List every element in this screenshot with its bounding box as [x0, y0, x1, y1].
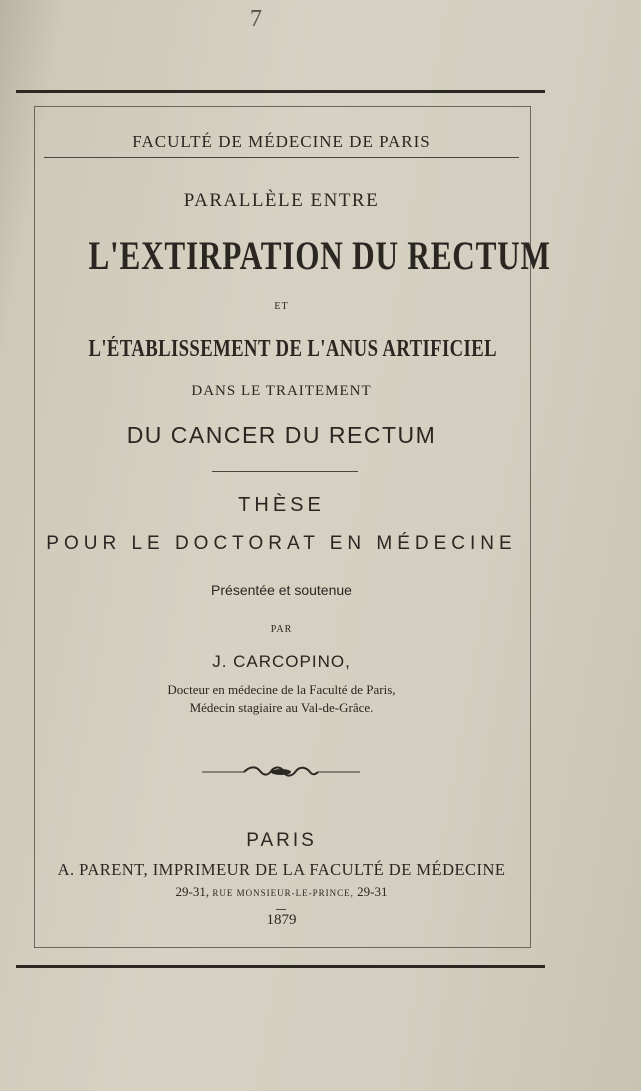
top-rule	[44, 157, 519, 158]
author-name: J. CARCOPINO,	[212, 652, 351, 671]
author-credential-1: Docteur en médecine de la Faculté de Paris,	[167, 682, 396, 697]
ornament-divider	[202, 765, 360, 779]
address-number-1: 29-31,	[175, 884, 210, 899]
faculty-heading: FACULTÉ DE MÉDECINE DE PARIS	[132, 132, 431, 151]
author-credential-2: Médecin stagiaire au Val-de-Grâce.	[189, 700, 374, 715]
address-street: RUE MONSIEUR-LE-PRINCE,	[212, 888, 354, 898]
year: 1879	[266, 912, 297, 928]
title-main: L'EXTIRPATION DU RECTUM	[88, 233, 551, 278]
title-second: L'ÉTABLISSEMENT DE L'ANUS ARTIFICIEL	[88, 336, 497, 362]
par-line: PAR	[270, 624, 293, 635]
address-line	[34, 884, 529, 900]
title-intro: PARALLÈLE ENTRE	[183, 190, 380, 211]
title-cancer: DU CANCER DU RECTUM	[126, 422, 437, 448]
year-rule	[276, 909, 286, 910]
middle-rule	[212, 471, 358, 472]
title-dans: DANS LE TRAITEMENT	[191, 383, 372, 399]
doctorate-line: POUR LE DOCTORAT EN MÉDECINE	[46, 533, 517, 554]
these-heading: THÈSE	[238, 494, 325, 516]
address-number-2: 29-31	[357, 884, 388, 899]
title-et: ET	[274, 301, 289, 312]
page-number: 7	[250, 6, 262, 32]
printer-line: A. PARENT, IMPRIMEUR DE LA FACULTÉ DE MÉDECINE	[57, 860, 506, 879]
presentee-line: Présentée et soutenue	[211, 582, 352, 598]
city-line: PARIS	[246, 830, 317, 851]
